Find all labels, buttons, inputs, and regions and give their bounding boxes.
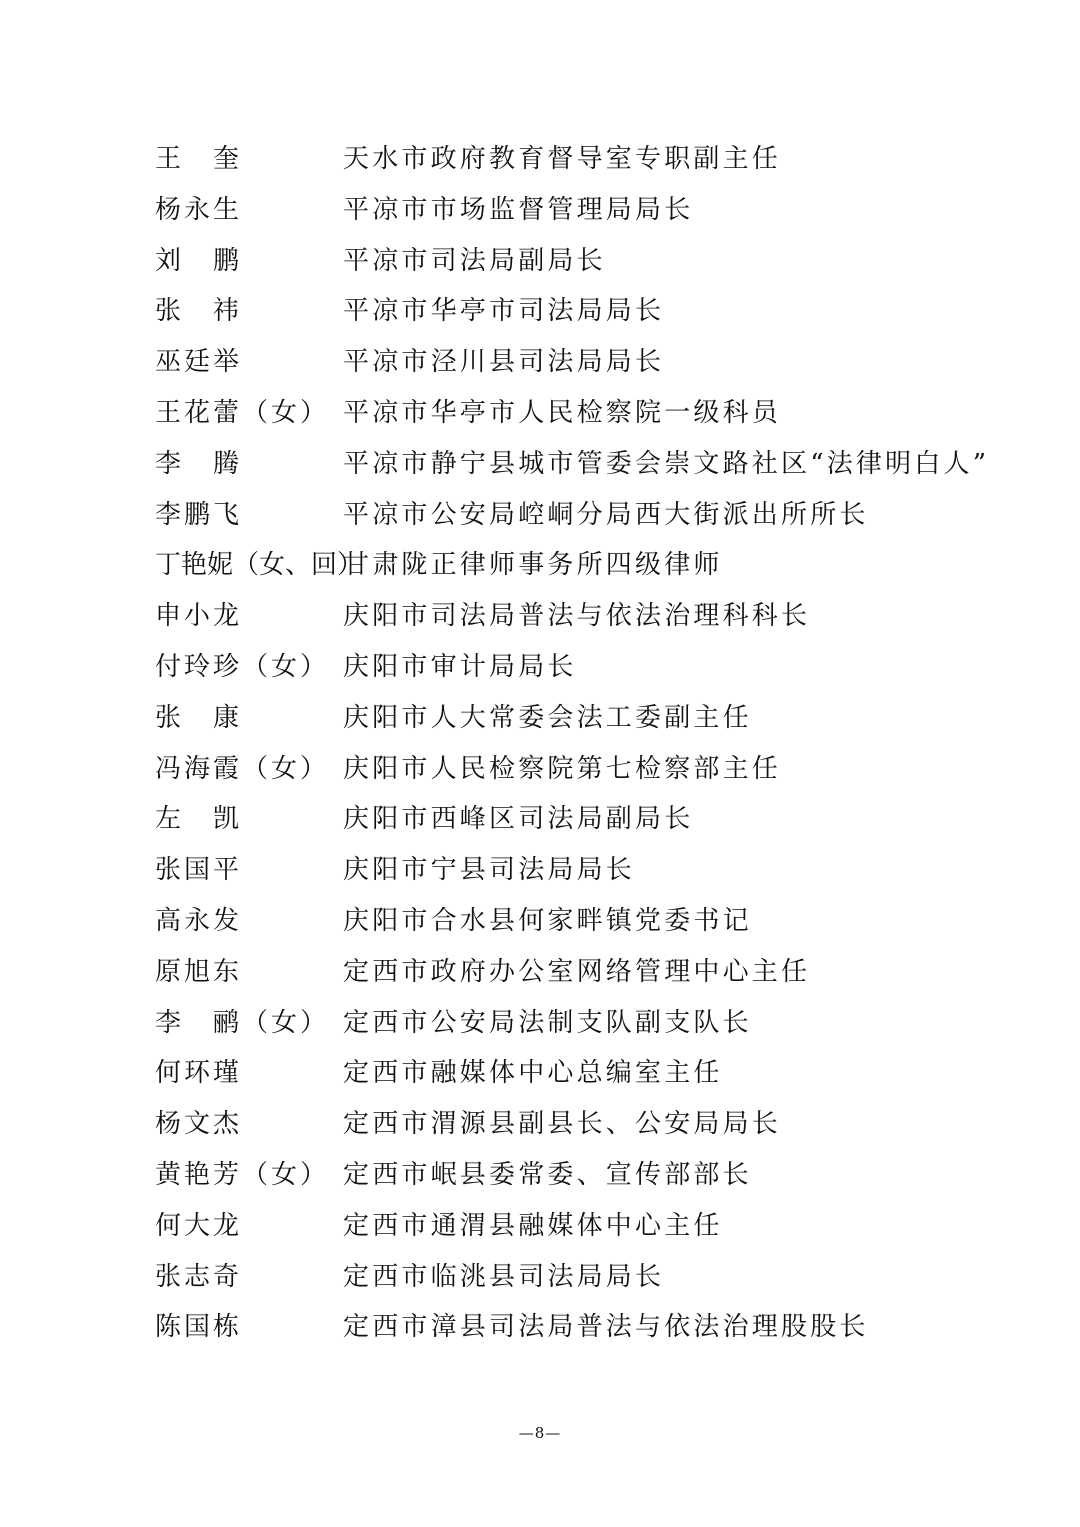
list-item xyxy=(155,744,1035,795)
list-item xyxy=(155,490,1035,541)
person-name: 原旭东 xyxy=(155,956,243,987)
person-title: 定西市漳县司法局普法与依法治理股股长 xyxy=(343,1312,869,1343)
person-title: 庆阳市合水县何家畔镇党委书记 xyxy=(343,905,752,936)
person-name: 李 腾 xyxy=(155,448,243,479)
person-name: 丁艳妮（女、回） xyxy=(155,550,364,581)
person-title: 定西市临洮县司法局局长 xyxy=(343,1261,665,1292)
person-name: 何环瑾 xyxy=(155,1058,243,1089)
person-name: 陈国栋 xyxy=(155,1312,243,1343)
person-title: 平凉市公安局崆峒分局西大街派出所所长 xyxy=(343,499,869,530)
person-name: 张志奇 xyxy=(155,1261,243,1292)
person-name: 申小龙 xyxy=(155,601,243,632)
person-title: 庆阳市司法局普法与依法治理科科长 xyxy=(343,601,811,632)
list-item xyxy=(155,642,1035,693)
list-item xyxy=(155,1302,1035,1353)
person-title: 定西市渭源县副县长、公安局局长 xyxy=(343,1109,782,1140)
person-title: 庆阳市宁县司法局局长 xyxy=(343,855,636,886)
person-name: 王 奎 xyxy=(155,144,243,174)
person-name: 李鹏飞 xyxy=(155,499,243,530)
list-item xyxy=(155,236,1035,287)
person-name: 张国平 xyxy=(155,855,243,886)
list-item xyxy=(155,337,1035,388)
person-name: 何大龙 xyxy=(155,1210,243,1241)
person-title: 定西市岷县委常委、宣传部部长 xyxy=(343,1159,752,1190)
list-item xyxy=(155,286,1035,337)
person-name: 杨文杰 xyxy=(155,1109,243,1140)
person-title: 庆阳市西峰区司法局副局长 xyxy=(343,804,694,835)
list-item xyxy=(155,439,1035,490)
person-name: 高永发 xyxy=(155,905,243,936)
person-title: 定西市公安局法制支队副支队长 xyxy=(343,1007,752,1038)
person-title: 庆阳市人民检察院第七检察部主任 xyxy=(343,753,782,784)
page-number: —8— xyxy=(518,1424,562,1442)
list-item xyxy=(155,591,1035,642)
list-item xyxy=(155,794,1035,845)
list-item xyxy=(155,896,1035,947)
person-name: 杨永生 xyxy=(155,194,243,225)
person-title: 天水市政府教育督导室专职副主任 xyxy=(343,144,782,174)
person-title: 定西市政府办公室网络管理中心主任 xyxy=(343,956,811,987)
person-title: 平凉市司法局副局长 xyxy=(343,245,606,276)
list-item xyxy=(155,540,1035,591)
person-name: 左 凯 xyxy=(155,804,243,835)
person-title: 平凉市静宁县城市管委会崇文路社区“法律明白人” xyxy=(343,448,990,479)
list-item xyxy=(155,693,1035,744)
list-item xyxy=(155,845,1035,896)
list-item xyxy=(155,1099,1035,1150)
person-name: 刘 鹏 xyxy=(155,245,243,276)
list-item xyxy=(155,1048,1035,1099)
person-name: 巫廷举 xyxy=(155,347,243,378)
personnel-list xyxy=(155,134,1035,1353)
person-name: 张 祎 xyxy=(155,296,243,327)
person-title: 平凉市市场监督管理局局长 xyxy=(343,194,694,225)
person-title: 平凉市华亭市人民检察院一级科员 xyxy=(343,397,782,428)
person-name: 王花蕾（女） xyxy=(155,397,330,428)
person-name: 付玲珍（女） xyxy=(155,651,330,682)
person-name: 李 鹂（女） xyxy=(155,1007,330,1038)
person-name: 冯海霞（女） xyxy=(155,753,330,784)
person-name: 张 康 xyxy=(155,702,243,733)
person-title: 平凉市华亭市司法局局长 xyxy=(343,296,665,327)
list-item xyxy=(155,998,1035,1049)
person-title: 平凉市泾川县司法局局长 xyxy=(343,347,665,378)
list-item xyxy=(155,134,1035,185)
list-item xyxy=(155,185,1035,236)
person-title: 庆阳市人大常委会法工委副主任 xyxy=(343,702,752,733)
list-item xyxy=(155,947,1035,998)
person-title: 甘肃陇正律师事务所四级律师 xyxy=(343,550,723,581)
person-title: 庆阳市审计局局长 xyxy=(343,651,577,682)
person-title: 定西市通渭县融媒体中心主任 xyxy=(343,1210,723,1241)
person-name: 黄艳芳（女） xyxy=(155,1159,330,1190)
list-item xyxy=(155,1201,1035,1252)
person-title: 定西市融媒体中心总编室主任 xyxy=(343,1058,723,1089)
list-item xyxy=(155,388,1035,439)
list-item xyxy=(155,1150,1035,1201)
list-item xyxy=(155,1252,1035,1303)
